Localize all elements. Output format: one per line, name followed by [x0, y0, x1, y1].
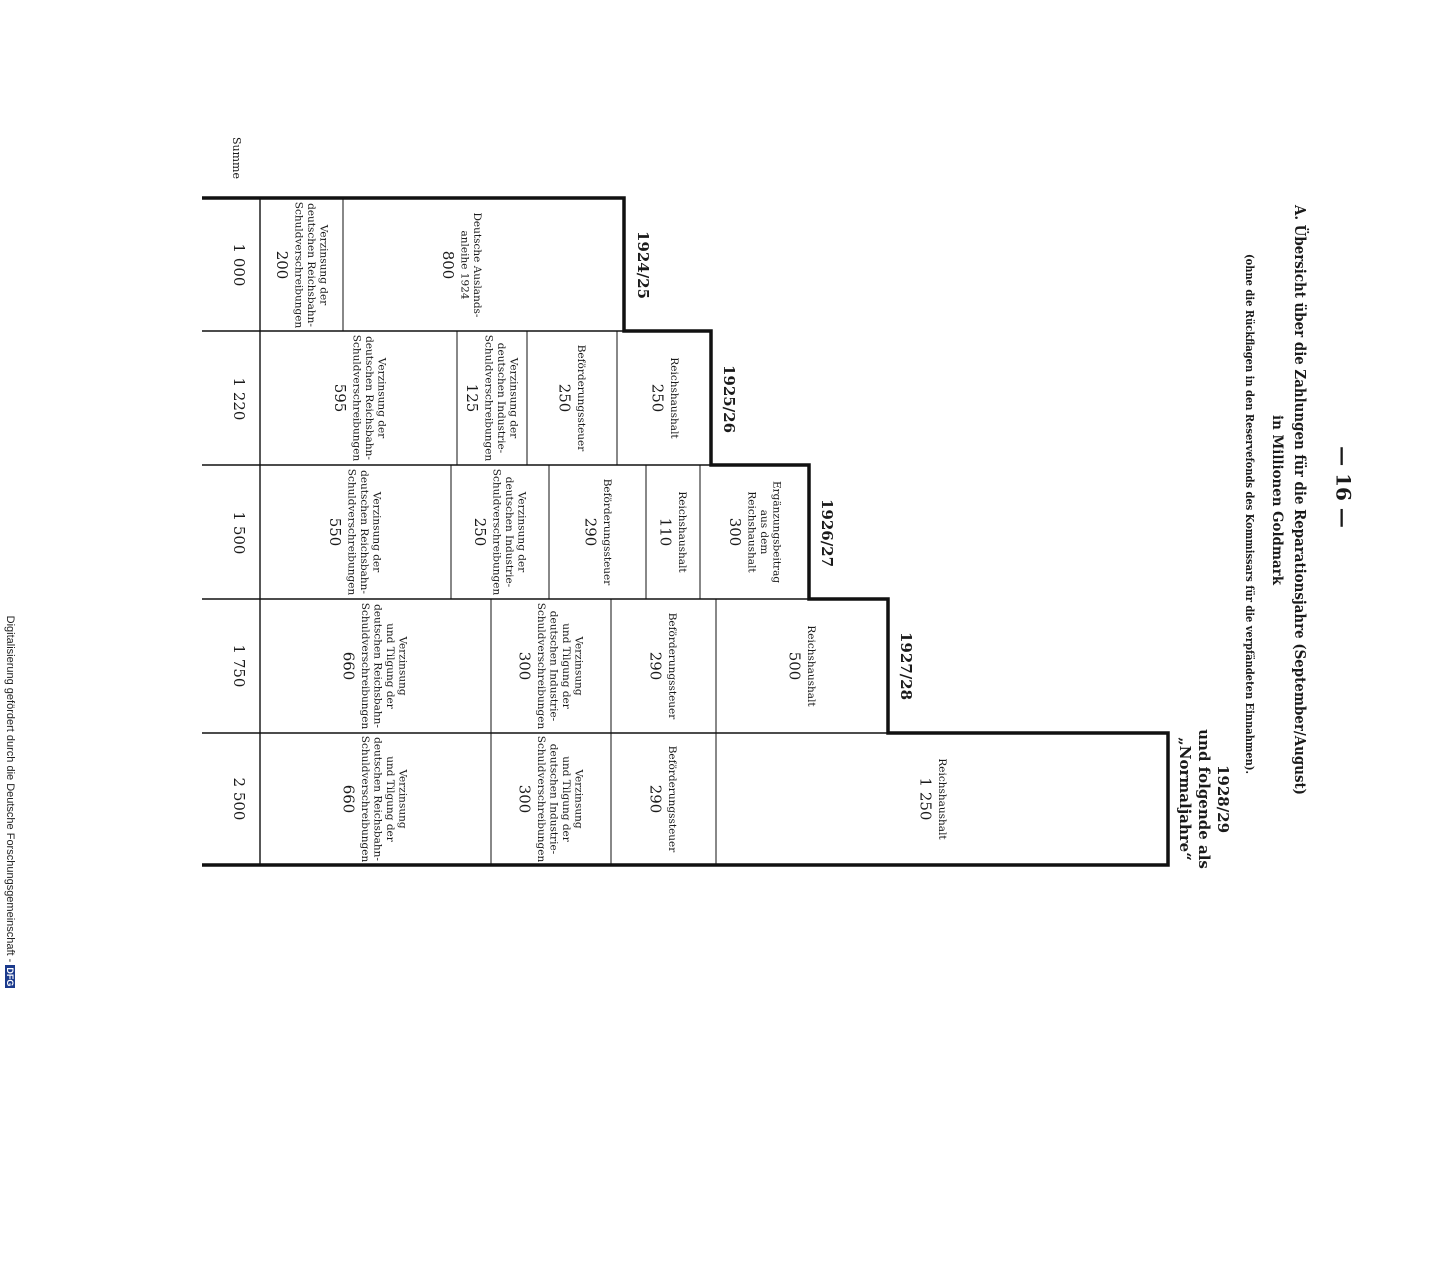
- year-label-normal: [1176, 729, 1232, 869]
- cell-value: 550: [325, 517, 344, 547]
- cell-value: 200: [272, 250, 291, 280]
- table-cell: [516, 736, 585, 863]
- cell-value: 250: [648, 383, 667, 413]
- cell-label: Schuldverschreibungen: [292, 201, 305, 329]
- cell-label: Schuldverschreibungen: [482, 334, 495, 462]
- cell-label: Beförderungssteuer: [574, 344, 587, 452]
- cell-value: 1 250: [916, 777, 935, 821]
- table-cell: [516, 603, 585, 730]
- year-label: 1924/25: [634, 230, 652, 300]
- cell-label: Beförderungssteuer: [665, 612, 678, 720]
- cell-value: 290: [646, 784, 665, 814]
- cell-label: deutschen Reichsbahn-: [357, 470, 370, 594]
- cell-value: 290: [581, 517, 600, 547]
- cell-label: und Tilgung der: [384, 756, 396, 842]
- cell-label: aus dem: [757, 509, 770, 555]
- table-cell: [648, 357, 680, 439]
- year-label: 1925/26: [720, 364, 738, 434]
- cell-value: 595: [330, 383, 349, 413]
- cell-label: Schuldverschreibungen: [359, 735, 371, 863]
- cell-value: 290: [646, 651, 665, 681]
- cell-value: 125: [462, 383, 481, 413]
- cell-value: 250: [555, 383, 574, 413]
- cell-value: 300: [515, 784, 534, 814]
- cell-label: Beförderungssteuer: [600, 478, 613, 586]
- table-cell: [326, 469, 383, 596]
- cell-label: Verzinsung der: [515, 491, 528, 573]
- cell-value: 660: [339, 784, 358, 814]
- year-label-line: „Normaljahre“: [1176, 737, 1194, 861]
- table-cell: [646, 613, 678, 721]
- cell-label: deutschen Reichsbahn-: [371, 737, 384, 861]
- cell-value: 250: [470, 517, 489, 547]
- table-cell: [656, 491, 688, 573]
- cell-label: Schuldverschreibungen: [535, 602, 547, 730]
- year-label: 1926/27: [818, 498, 836, 568]
- digitization-note-text: Digitalisierung gefördert durch die Deutsche Forschungsgemeinschaft -: [4, 615, 16, 963]
- table-cell: [726, 481, 783, 583]
- cell-label: Ergänzungsbeitrag: [770, 480, 783, 584]
- sum-value: 1 500: [230, 511, 248, 555]
- cell-label: Reichshaushalt: [667, 357, 680, 439]
- heading-title: A. Übersicht über die Zahlungen für die Reparationsjahre (September/August): [1291, 205, 1308, 845]
- sum-value: 1 750: [230, 644, 248, 688]
- cell-label: Schuldverschreibungen: [359, 602, 371, 730]
- table-cell: [331, 335, 388, 462]
- table-cell: [646, 746, 678, 854]
- dfg-logo: DFG: [5, 967, 15, 987]
- cell-value: 660: [339, 651, 358, 681]
- cell-label: Beförderungssteuer: [665, 745, 678, 853]
- cell-label: Schuldverschreibungen: [345, 468, 358, 596]
- table-cell: [555, 345, 587, 453]
- year-label: 1927/28: [897, 631, 915, 701]
- year-label-line: 1928/29: [1214, 764, 1232, 834]
- table-cell: [581, 479, 613, 587]
- cell-label: und Tilgung der: [384, 623, 396, 709]
- cell-label: deutschen Industrie-: [502, 476, 515, 588]
- cell-label: deutschen Reichsbahn-: [304, 203, 317, 327]
- cell-label: deutschen Industrie-: [494, 342, 507, 454]
- table-cell: [916, 758, 948, 840]
- cell-label: Verzinsung: [572, 769, 585, 829]
- digitization-note: [3, 324, 17, 1280]
- table-cell: [463, 335, 520, 462]
- cell-label: deutschen Reichsbahn-: [371, 604, 384, 728]
- cell-label: deutschen Reichsbahn-: [362, 336, 375, 460]
- cell-value: 300: [725, 517, 744, 547]
- cell-label: Verzinsung: [572, 636, 585, 696]
- sum-value: 1 220: [230, 377, 248, 421]
- heading-unit: in Millionen Goldmark: [1269, 415, 1285, 593]
- cell-label: deutschen Industrie-: [547, 610, 560, 722]
- heading-note: (ohne die Rückflagen in den Reservefonds des Kommissars für die verpfändeten Einnahmen).: [1243, 254, 1256, 832]
- cell-label: Verzinsung: [396, 769, 409, 829]
- sum-value: 2 500: [230, 777, 248, 821]
- sum-label: Summe: [230, 137, 243, 179]
- table-cell: [340, 736, 409, 863]
- cell-label: Verzinsung der: [375, 357, 388, 439]
- cell-label: Verzinsung der: [317, 224, 330, 306]
- cell-label: anleihe 1924: [458, 230, 471, 300]
- table-cell: [439, 213, 483, 318]
- cell-label: Reichshaushalt: [675, 491, 688, 573]
- cell-label: und Tilgung der: [560, 623, 572, 709]
- cell-label: Reichshaushalt: [935, 758, 948, 840]
- sum-value: 1 000: [230, 243, 248, 287]
- table-cell: [273, 202, 330, 329]
- cell-label: Reichshaushalt: [745, 491, 758, 573]
- cell-label: Schuldverschreibungen: [535, 735, 547, 863]
- cell-label: und Tilgung der: [560, 756, 572, 842]
- page-number: — 16 —: [1331, 446, 1356, 528]
- cell-label: Schuldverschreibungen: [350, 334, 363, 462]
- table-cell: [471, 469, 528, 596]
- table-cell: [785, 625, 817, 707]
- cell-value: 300: [515, 651, 534, 681]
- year-label-line: und folgende als: [1195, 729, 1213, 869]
- table-cell: [340, 603, 409, 730]
- cell-value: 800: [439, 250, 457, 280]
- table-cells: [273, 202, 948, 863]
- cell-label: Verzinsung: [396, 636, 409, 696]
- cell-label: Schuldverschreibungen: [490, 468, 503, 596]
- cell-value: 110: [656, 517, 675, 547]
- cell-label: Deutsche Auslands-: [471, 212, 483, 318]
- cell-label: deutschen Industrie-: [547, 743, 560, 855]
- cell-label: Reichshaushalt: [804, 625, 817, 707]
- cell-label: Verzinsung der: [507, 357, 520, 439]
- cell-value: 500: [785, 651, 804, 681]
- cell-label: Verzinsung der: [370, 491, 383, 573]
